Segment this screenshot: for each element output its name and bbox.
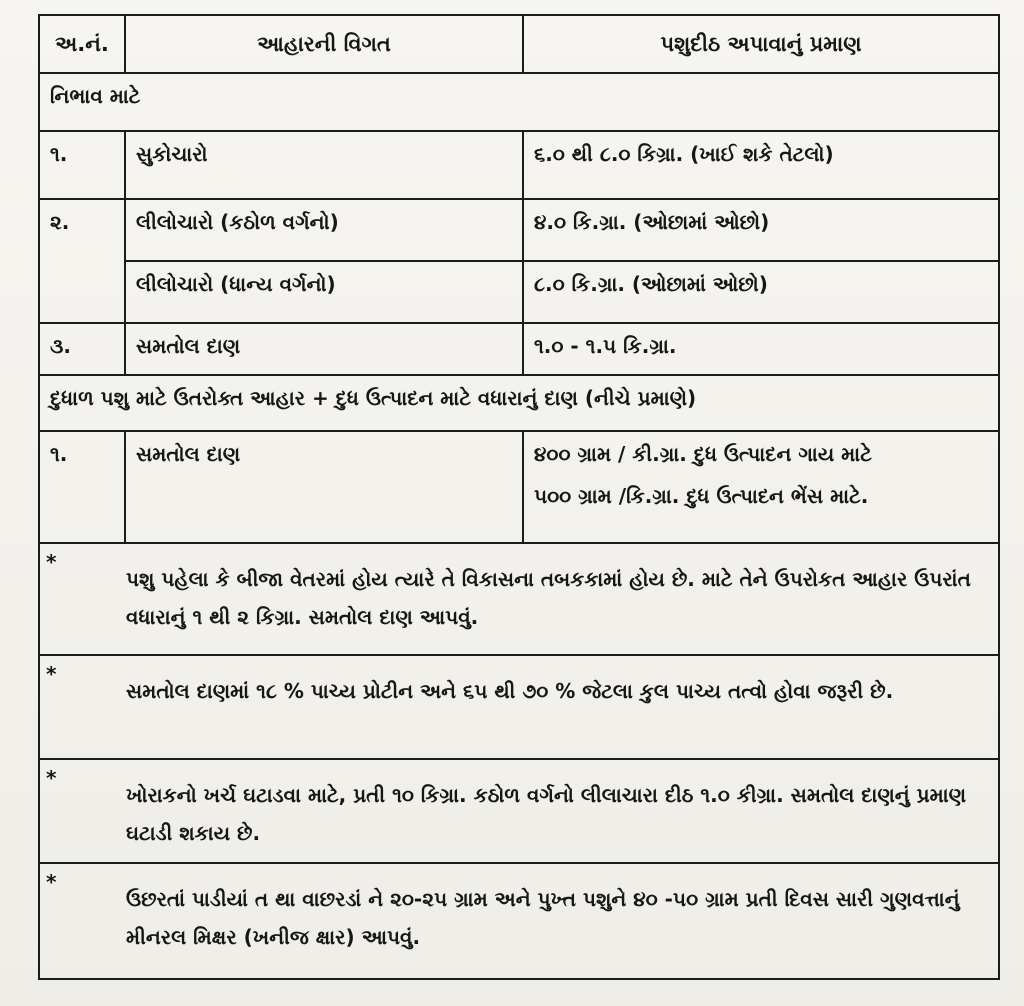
header-row xyxy=(39,15,999,73)
table-row xyxy=(39,261,999,323)
note-bullet: * xyxy=(46,662,57,686)
section-milk: દુધાળ પશુ માટે ઉતરોક્ત આહાર + દુધ ઉત્પાદન માટે વધારાનું દાણ (નીચે પ્રમાણે) xyxy=(39,375,999,431)
note-text: સમતોલ દાણમાં ૧૮ % પાચ્ય પ્રોટીન અને ૬૫ થી ૭૦ % જેટલા કુલ પાચ્ય તત્વો હોવા જરૂરી છે. xyxy=(126,679,894,703)
table-row xyxy=(39,199,999,261)
note-row xyxy=(39,759,999,863)
note-row xyxy=(39,863,999,979)
row-item: લીલોચારો (ધાન્ય વર્ગનો) xyxy=(125,261,523,323)
note-text: ખોરાકનો ખર્ચ ઘટાડવા માટે, પ્રતી ૧૦ કિગ્રા. કઠોળ વર્ગનો લીલાચારા દીઠ ૧.૦ કીગ્રા. સમતોલ દાણનું પ્રમાણ ઘટાડી શકાય છે. xyxy=(126,783,967,845)
row-amount: ૮.૦ કિ.ગ્રા. (ઓછામાં ઓછો) xyxy=(523,261,999,323)
row-amount: ૬.૦ થી ૮.૦ કિગ્રા. (ખાઈ શકે તેટલો) xyxy=(523,131,999,199)
row-no: ૧. xyxy=(39,431,125,543)
row-item: સુકોચારો xyxy=(125,131,523,199)
section-maintenance: નિભાવ માટે xyxy=(39,73,999,131)
table-row xyxy=(39,131,999,199)
row-item: સમતોલ દાણ xyxy=(125,323,523,375)
note-row xyxy=(39,543,999,655)
note-row xyxy=(39,655,999,759)
header-no: અ.નં. xyxy=(39,15,125,73)
row-no: ૩. xyxy=(39,323,125,375)
note xyxy=(39,863,999,979)
section-milk-row xyxy=(39,375,999,431)
amount-cow: ૪૦૦ ગ્રામ / કી.ગ્રા. દુધ ઉત્પાદન ગાય માટે xyxy=(534,442,872,466)
row-item: લીલોચારો (કઠોળ વર્ગનો) xyxy=(125,199,523,261)
feed-table xyxy=(38,14,1000,980)
row-item: સમતોલ દાણ xyxy=(125,431,523,543)
header-detail: આહારની વિગત xyxy=(125,15,523,73)
table-row xyxy=(39,323,999,375)
note-bullet: * xyxy=(46,766,57,790)
header-amount: પશુદીઠ અપાવાનું પ્રમાણ xyxy=(523,15,999,73)
row-amount: ૪.૦ કિ.ગ્રા. (ઓછામાં ઓછો) xyxy=(523,199,999,261)
note-bullet: * xyxy=(46,870,57,894)
row-amount: ૧.૦ - ૧.૫ કિ.ગ્રા. xyxy=(523,323,999,375)
table-row xyxy=(39,431,999,543)
row-no: ૨. xyxy=(39,199,125,261)
row-amount xyxy=(523,431,999,543)
section-maintenance-row xyxy=(39,73,999,131)
note-text: પશુ પહેલા કે બીજા વેતરમાં હોય ત્યારે તે વિકાસના તબકકામાં હોય છે. માટે તેને ઉપરોકત આહાર ઉપરાંત વધારાનું ૧ થી ૨ કિગ્રા. સમતોલ દાણ આપવું. xyxy=(126,567,971,629)
note-text: ઉછરતાં પાડીયાં ત થા વાછરડાં ને ૨૦-૨૫ ગ્રામ અને પુખ્ત પશુને ૪૦ -૫૦ ગ્રામ પ્રતી દિવસ સારી ગુણવત્તાનું મીનરલ મિક્ષર (ખનીજ ક્ષાર) આપવું. xyxy=(126,887,960,949)
note-bullet: * xyxy=(46,550,57,574)
note xyxy=(39,543,999,655)
amount-buffalo: ૫૦૦ ગ્રામ /કિ.ગ્રા. દુધ ઉત્પાદન ભેંસ માટે. xyxy=(534,484,869,508)
row-no xyxy=(39,261,125,323)
note xyxy=(39,759,999,863)
row-no: ૧. xyxy=(39,131,125,199)
note xyxy=(39,655,999,759)
